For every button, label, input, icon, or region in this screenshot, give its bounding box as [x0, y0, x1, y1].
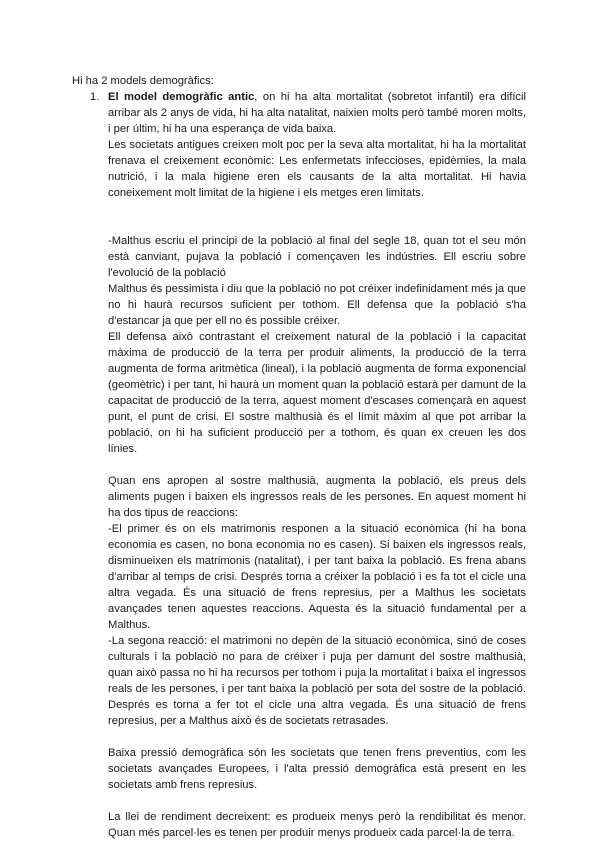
- paragraph-pressio-demografica: Baixa pressió demogràfica són les societats que tenen frens preventius, com les societats avançades Europees, i l'alta pressió demogràfica està present en les societats amb frens represius.: [108, 747, 526, 791]
- paragraph-model-antic: [108, 89, 526, 137]
- spacer: [108, 793, 526, 809]
- list-item-content: [90, 89, 526, 841]
- spacer: [108, 729, 526, 745]
- paragraph-sostre-malthusia: Quan ens apropen al sostre malthusià, augmenta la població, els preus dels aliments pugen i baixen els ingressos reals de les persones. En aquest moment hi ha dos tipus de reaccions:: [108, 475, 526, 519]
- intro-line: Hi ha 2 models demogràfics:: [72, 75, 214, 87]
- spacer: [108, 217, 526, 233]
- paragraph-llei-rendiment: La llei de rendiment decreixent: es produeix menys però la rendibilitat és menor. Quan més parcel·les es tenen per produir menys produeix cada parcel·la de terra.: [108, 811, 526, 839]
- model-antic-heading: El model demogràfic antic: [108, 91, 255, 103]
- model-antic-text: , on hi ha alta mortalitat (sobretot infantil) era difícil arribar als 2 anys de vida, hi ha alta natalitat, naixien molts però també moren molts, i per últim, hi ha una esperança de vida baixa.: [108, 91, 526, 135]
- paragraph-societats-antigues: Les societats antigues creixen molt poc per la seva alta mortalitat, hi ha la mortalitat frenava el creixement econòmic: Les enfermetats infeccioses, epidèmies, la mala nutrició, i la mala higiene eren els causants de la alta mortalitat. Hi havia coneixement molt limitat de la higiene i els metges eren limitats.: [108, 139, 526, 199]
- paragraph-segona-reaccio: -La segona reacció: el matrimoni no depèn de la situació econòmica, sinó de coses culturals i la població no para de créixer i puja per damunt del sostre malthusià, quan això passa no hi ha recursos per tothom i puja la mortalitat i baixa el ingressos reals de les persones, i per tant baixa la població per sota del sostre de la població. Després es torna a fer tot el cicle una altra vegada. És una situació de frens represius, per a Malthus això és de societats retrasades.: [108, 635, 526, 727]
- paragraph-malthus-principi: -Malthus escriu el principi de la població al final del segle 18, quan tot el seu món està canviant, pujava la població i començaven les indústries. Ell escriu sobre l'evolució de la població: [108, 235, 526, 279]
- list-number: 1.: [90, 91, 100, 103]
- paragraph-primera-reaccio: -El primer és on els matrimonis responen a la situació econòmica (hi ha bona economia es casen, no bona economia no es casen). Si baixen els ingressos reals, disminueixen els matrimonis (natalitat), i per tant baixa la població. Es frena abans d'arribar al temps de crisi. Després torna a créixer la població i es fa tot el cicle una altra vegada. És una situació de frens represius, per a Malthus les societats avançades tenen aquestes reaccions. Aquesta és la situació fundamental per a Malthus.: [108, 523, 526, 631]
- spacer: [108, 457, 526, 473]
- paragraph-malthus-defensa: Ell defensa això contrastant el creixement natural de la població i la capacitat màxima de producció de la terra per produir aliments, la producció de la terra augmenta de forma aritmètica (lineal), i la població augmenta de forma exponencial (geomètric) i per tant, hi haurà un moment quan la població estarà per damunt de la capacitat de producció de la terra, aquest moment d'escases començarà en aquest punt, el punt de crisi. El sostre malthusià és el límit màxim al que pot arribar la població, on hi ha suficient producció per a tothom, és quan ex creuen les dos línies.: [108, 331, 526, 455]
- spacer: [108, 201, 526, 217]
- paragraph-malthus-pessimista: Malthus és pessimista i diu que la població no pot créixer indefinidament més ja que no hi haurà recursos suficient per tothom. Ell defensa que la població s'ha d'estancar ja que per ell no és possible créixer.: [108, 283, 526, 327]
